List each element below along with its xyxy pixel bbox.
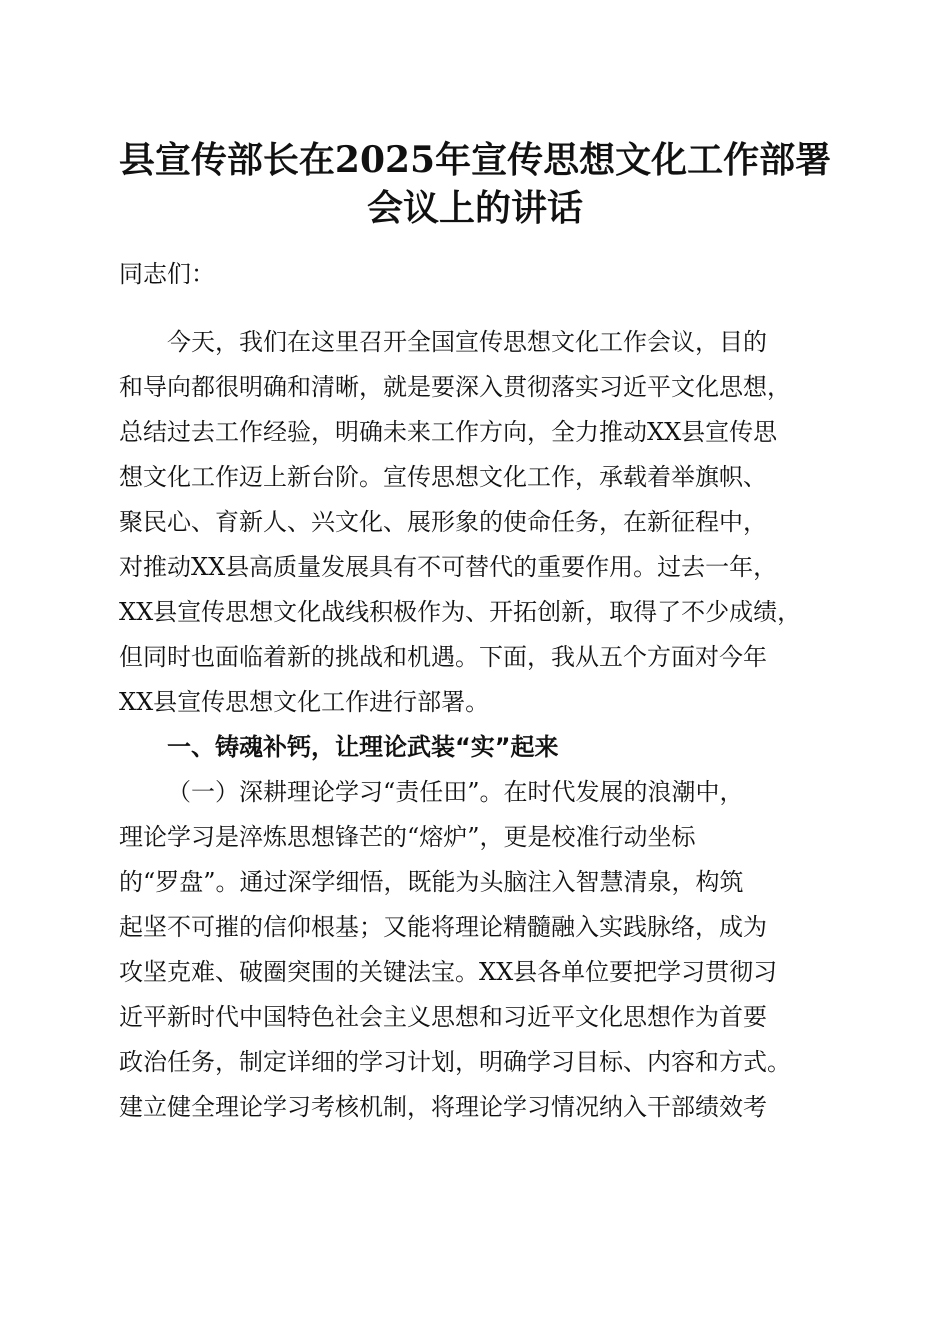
paragraph-line: 的“罗盘”。通过深学细悟，既能为头脑注入智慧清泉，构筑 <box>119 868 744 896</box>
paragraph-line: 攻坚克难、破圈突围的关键法宝。XX县各单位要把学习贯彻习 <box>119 958 778 986</box>
paragraph-line: 聚民心、育新人、兴文化、展形象的使命任务，在新征程中， <box>119 508 767 536</box>
section-heading: 一、铸魂补钙，让理论武装“实”起来 <box>167 733 559 761</box>
paragraph-line: 想文化工作迈上新台阶。宣传思想文化工作，承载着举旗帜、 <box>119 463 767 491</box>
paragraph-line: 政治任务，制定详细的学习计划，明确学习目标、内容和方式。 <box>119 1048 791 1076</box>
greeting: 同志们： <box>119 260 215 288</box>
paragraph-line: 近平新时代中国特色社会主义思想和习近平文化思想作为首要 <box>119 1003 767 1031</box>
paragraph-line: 建立健全理论学习考核机制，将理论学习情况纳入干部绩效考 <box>119 1093 767 1121</box>
paragraph-line: 起坚不可摧的信仰根基；又能将理论精髓融入实践脉络，成为 <box>119 913 767 941</box>
document-title-line-1: 县宣传部长在2025年宣传思想文化工作部署 <box>118 139 832 181</box>
paragraph-line: 对推动XX县高质量发展具有不可替代的重要作用。过去一年， <box>119 553 778 581</box>
speech-body <box>119 320 859 1130</box>
paragraph-line: 但同时也面临着新的挑战和机遇。下面，我从五个方面对今年 <box>119 643 767 671</box>
paragraph-line: 理论学习是淬炼思想锋芒的“熔炉”，更是校准行动坐标 <box>119 823 696 851</box>
paragraph-line: 今天，我们在这里召开全国宣传思想文化工作会议，目的 <box>167 328 767 356</box>
document-title-line-2: 会议上的讲话 <box>366 187 583 229</box>
paragraph-line: 和导向都很明确和清晰，就是要深入贯彻落实习近平文化思想， <box>119 373 791 401</box>
paragraph-line: XX县宣传思想文化工作进行部署。 <box>119 688 490 716</box>
paragraph-line: 总结过去工作经验，明确未来工作方向，全力推动XX县宣传思 <box>119 418 778 446</box>
paragraph-line: （一）深耕理论学习“责任田”。在时代发展的浪潮中， <box>167 778 744 806</box>
paragraph-line: XX县宣传思想文化战线积极作为、开拓创新，取得了不少成绩， <box>119 598 802 626</box>
